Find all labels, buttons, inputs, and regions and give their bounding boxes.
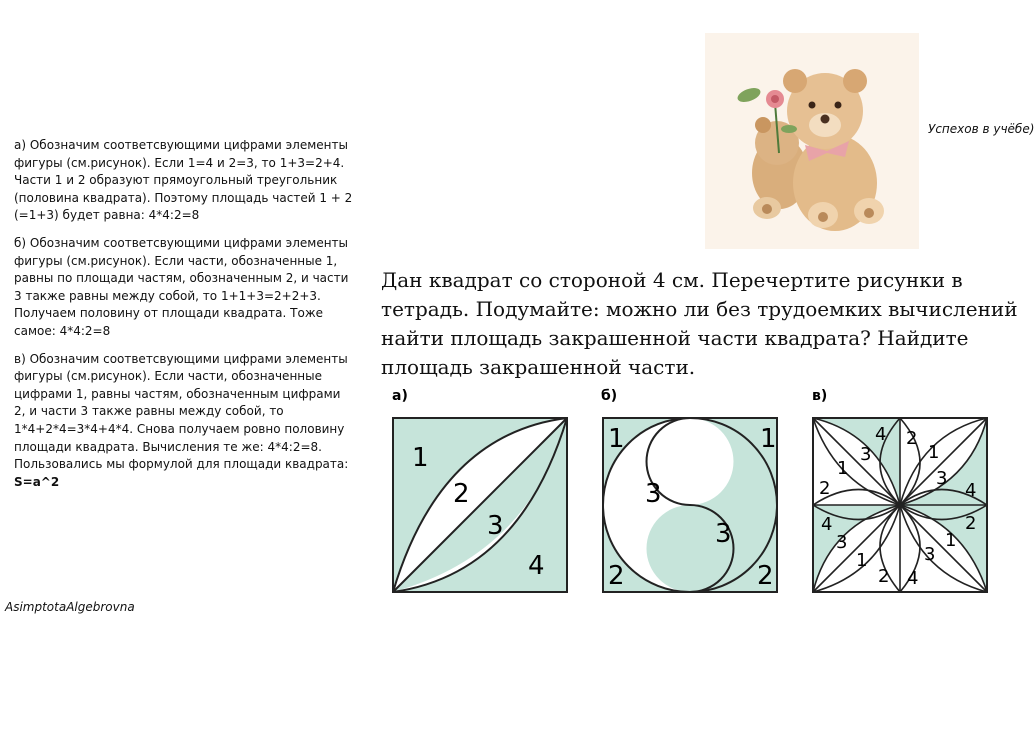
region-label: 3 [936, 468, 948, 489]
solution-v-text: в) Обозначим соответсвующими цифрами элементы фигуры (см.рисунок). Если части, обозначенные цифрами 1, равны частям, обозначенным цифрами 2, и части 3 также равны между собой, то 1*4+2*4=3*4+4*4. Снова получаем ровно половину площади квадрата. Вычисления те же: 4*4:2=8. Пользовались мы формулой для площади квадрата: [14, 351, 349, 472]
figure-v [812, 388, 987, 592]
region-label: 3 [924, 544, 936, 565]
area-formula: S=a^2 [14, 474, 60, 489]
region-label: 1 [412, 443, 429, 473]
region-label: 3 [715, 519, 732, 549]
teddy-bear-image [705, 33, 919, 249]
figure-a-label: а) [392, 388, 408, 404]
solution-a: а) Обозначим соответсвующими цифрами элементы фигуры (см.рисунок). Если 1=4 и 2=3, то 1+3=2+4. Части 1 и 2 образуют прямоугольный треугольник (половина квадрата). Поэтому площадь частей 1 + 2 (=1+3) будет равна: 4*4:2=8 [14, 138, 353, 223]
region-label: 1 [928, 442, 940, 463]
figure-b-label: б) [601, 388, 618, 404]
figure-b [601, 388, 777, 592]
wish-text: Успехов в учёбе) [928, 122, 1035, 136]
region-label: 1 [837, 458, 849, 479]
region-label: 1 [608, 424, 625, 454]
region-label: 4 [821, 514, 833, 535]
region-label: 4 [875, 424, 887, 445]
region-label: 1 [945, 530, 957, 551]
solution-b: б) Обозначим соответсвующими цифрами элементы фигуры (см.рисунок). Если части, обозначенные 1, равны по площади частям, обозначенным 2, и части 3 также равны между собой, то 1+1+3=2+2+3. Получаем половину от площади квадрата. Тоже самое: 4*4:2=8 [14, 235, 349, 338]
region-label: 3 [645, 479, 662, 509]
region-label: 4 [907, 568, 919, 589]
figure-v-label: в) [812, 388, 828, 404]
region-label: 2 [965, 513, 977, 534]
region-label: 3 [836, 532, 848, 553]
figure-a [392, 388, 567, 592]
solutions-text [14, 137, 354, 501]
region-label: 2 [878, 566, 890, 587]
region-label: 3 [860, 444, 872, 465]
region-label: 1 [856, 550, 868, 571]
region-label: 2 [757, 561, 774, 591]
figures-panel [380, 374, 1000, 604]
region-label: 4 [965, 480, 977, 501]
region-label: 1 [760, 424, 777, 454]
region-label: 2 [608, 561, 625, 591]
region-label: 2 [906, 428, 918, 449]
region-label: 2 [819, 478, 831, 499]
task-statement: Дан квадрат со стороной 4 см. Перечертите рисунки в тетрадь. Подумайте: можно ли без трудоемких вычислений найти площадь закрашенной части квадрата? Найдите площадь закрашенной части. [381, 268, 1018, 379]
region-label: 2 [453, 479, 470, 509]
solution-v [14, 351, 354, 492]
author-signature: AsimptotaAlgebrovna [5, 600, 135, 614]
region-label: 3 [487, 511, 504, 541]
region-label: 4 [528, 551, 545, 581]
